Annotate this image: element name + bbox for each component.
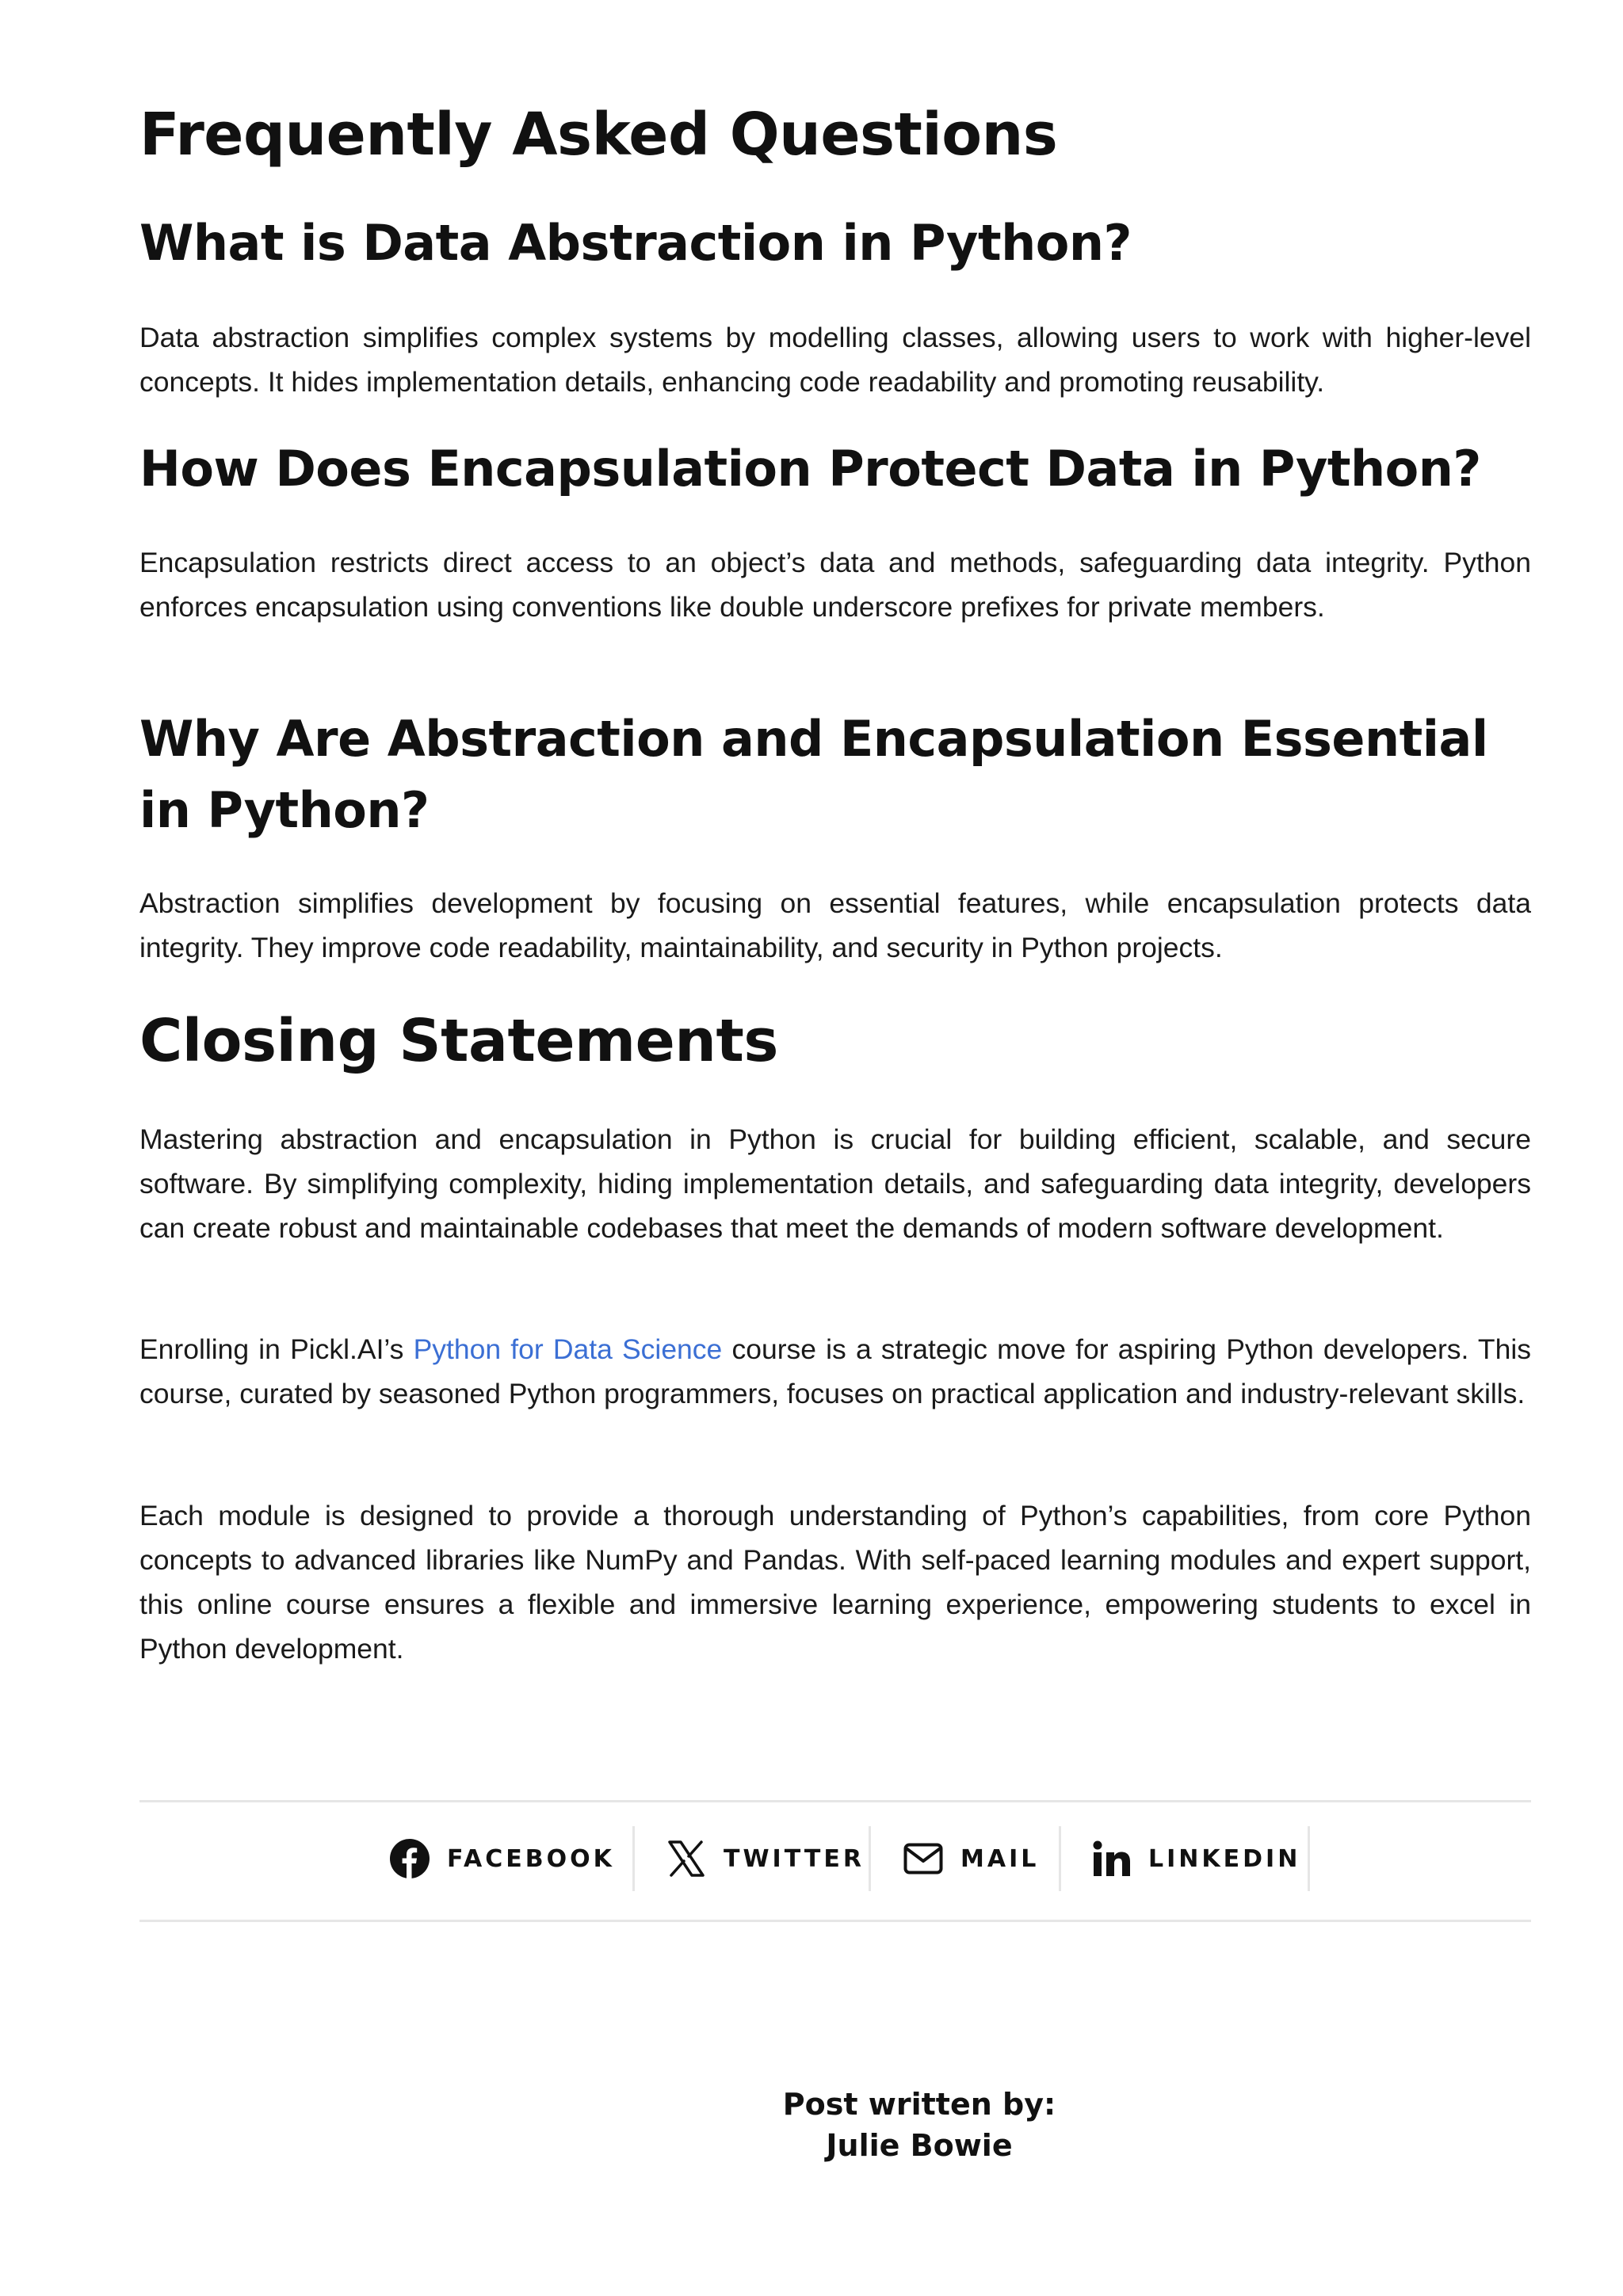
facebook-icon [390,1839,430,1878]
share-twitter-button[interactable] [666,1826,865,1891]
author-name[interactable]: Julie Bowie [826,2128,1013,2163]
faq-answer-2: Encapsulation restricts direct access to an object’s data and methods, safeguarding data integrity. Python enforces encapsulation using conventions like double underscore prefixes for private members. [139,547,1531,623]
faq-question-2: How Does Encapsulation Protect Data in Python? [139,440,1481,498]
closing-paragraph-2-lead: Enrolling in Pickl.AI’s [139,1333,414,1365]
author-intro: Post written by: [782,2087,1056,2122]
closing-paragraph-2-tail: course is a strategic move for aspiring Python developers. This course, curated by seasoned Python programmers, focuses on practical application and industry-relevant skills. [139,1333,1531,1409]
share-mail-label: MAIL [960,1844,1040,1873]
closing-heading: Closing Statements [139,1007,778,1075]
share-divider [1059,1826,1061,1891]
author-block [713,2084,1125,2166]
share-facebook-label: FACEBOOK [447,1844,615,1873]
closing-paragraph-3: Each module is designed to provide a thorough understanding of Python’s capabilities, from core Python concepts to advanced libraries like NumPy and Pandas. With self-paced learning modules and expert support, this online course ensures a flexible and immersive learning experience, empowering students to excel in Python development. [139,1500,1531,1665]
faq-answer-1: Data abstraction simplifies complex systems by modelling classes, allowing users to work with higher-level concepts. It hides implementation details, enhancing code readability and promoting reusability. [139,322,1531,398]
share-bar [139,1800,1531,1922]
share-divider [632,1826,635,1891]
linkedin-icon [1093,1840,1131,1878]
faq-heading: Frequently Asked Questions [139,101,1058,169]
share-divider [1308,1826,1310,1891]
share-mail-button[interactable] [903,1826,1039,1891]
closing-paragraph-1: Mastering abstraction and encapsulation in Python is crucial for building efficient, scalable, and secure software. By simplifying complexity, hiding implementation details, and safeguarding data integrity, developers can create robust and maintainable codebases that meet the demands of modern software development. [139,1123,1531,1244]
share-linkedin-button[interactable] [1093,1826,1300,1891]
share-linkedin-label: LINKEDIN [1148,1844,1301,1873]
share-facebook-button[interactable] [390,1826,615,1891]
faq-question-3: Why Are Abstraction and Encapsulation Essential in Python? [139,710,1488,839]
share-twitter-label: TWITTER [724,1844,865,1873]
python-for-data-science-link[interactable]: Python for Data Science [413,1333,723,1365]
mail-icon [903,1843,943,1875]
share-divider [869,1826,871,1891]
closing-paragraph-2 [139,1327,1531,1416]
x-twitter-icon [666,1839,706,1878]
faq-question-1: What is Data Abstraction in Python? [139,214,1132,272]
faq-answer-3: Abstraction simplifies development by focusing on essential features, while encapsulation protects data integrity. They improve code readability, maintainability, and security in Python projects. [139,887,1531,963]
